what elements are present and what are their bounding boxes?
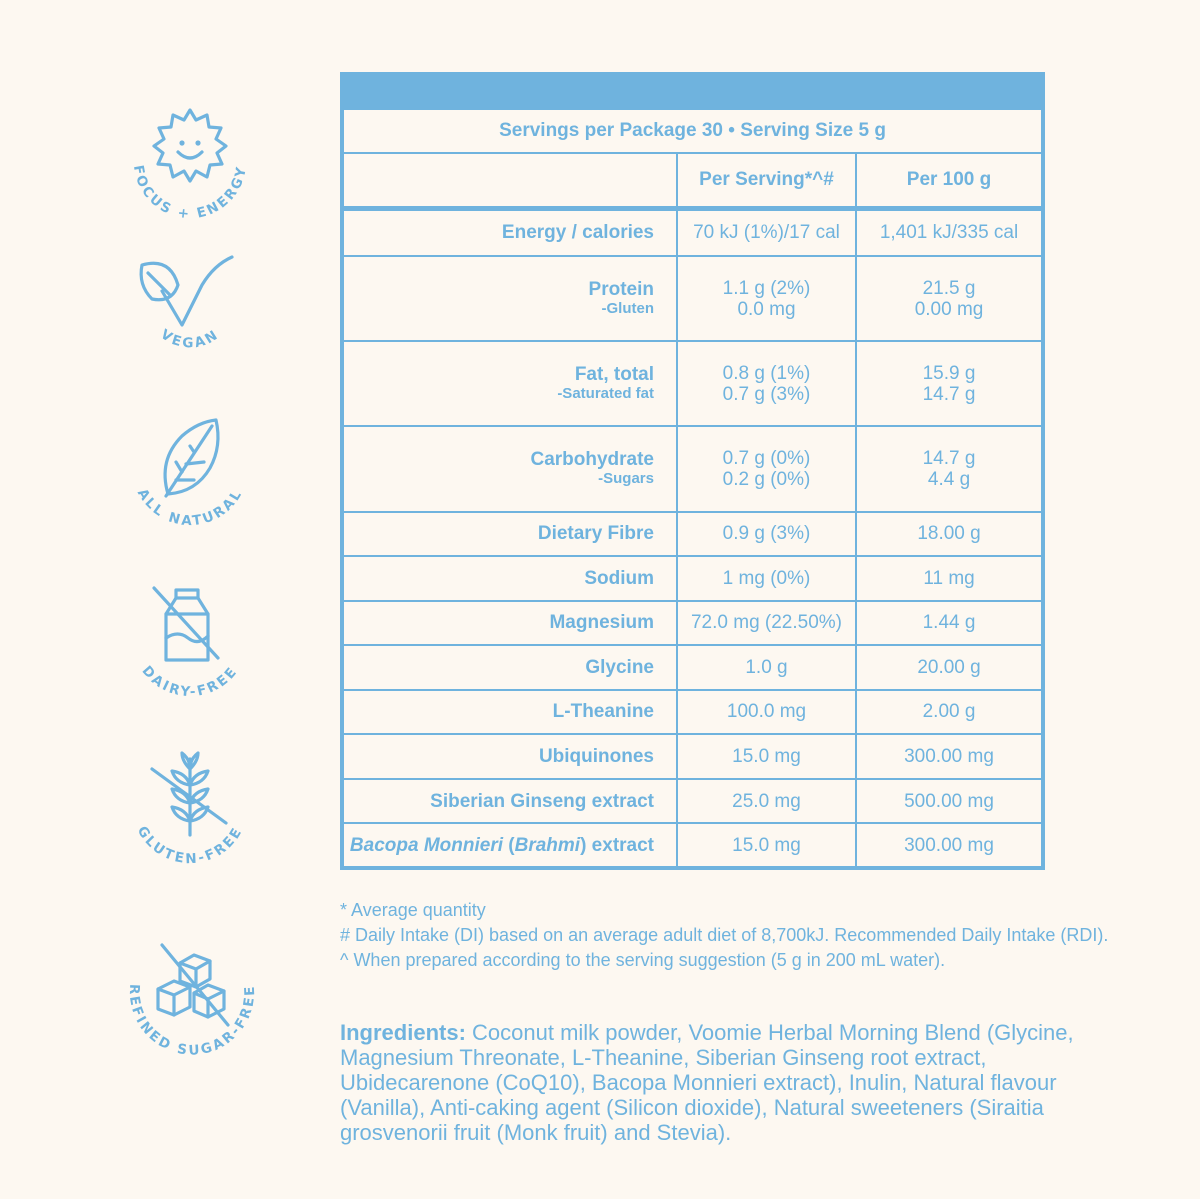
column-header-blank bbox=[344, 153, 677, 209]
badge-refined-sugar-free bbox=[110, 935, 270, 1095]
column-header-per-serving: Per Serving*^# bbox=[677, 153, 856, 209]
nutrient-subname: -Gluten bbox=[601, 300, 654, 318]
badge-vegan bbox=[110, 245, 270, 405]
per-100g-value: 500.00 mg bbox=[856, 779, 1041, 824]
per-100g-value: 21.5 g bbox=[922, 277, 976, 299]
nutrient-name: Siberian Ginseng extract bbox=[344, 779, 677, 824]
leaf-checkmark-icon bbox=[141, 257, 232, 325]
table-row bbox=[344, 690, 1041, 735]
table-row bbox=[344, 645, 1041, 690]
table-row bbox=[344, 209, 1041, 256]
per-serving-value: 0.7 g (0%) bbox=[722, 447, 811, 469]
per-100g-value: 2.00 g bbox=[856, 690, 1041, 735]
table-row bbox=[344, 256, 1041, 341]
ingredients-label: Ingredients: bbox=[340, 1020, 466, 1045]
nutrient-name: Protein bbox=[588, 279, 654, 301]
nutrient-subname: -Saturated fat bbox=[557, 385, 654, 403]
per-serving-value: 0.9 g (3%) bbox=[677, 512, 856, 557]
column-header-per-100g: Per 100 g bbox=[856, 153, 1041, 209]
per-serving-value: 15.0 mg bbox=[677, 734, 856, 779]
nutrient-name: Energy / calories bbox=[344, 209, 677, 256]
per-serving-value: 0.8 g (1%) bbox=[722, 362, 811, 384]
per-100g-value: 14.7 g bbox=[922, 447, 976, 469]
badge-label: REFINED SUGAR-FREE bbox=[125, 983, 259, 1059]
nutrition-table bbox=[344, 110, 1041, 866]
nutrient-name: Ubiquinones bbox=[344, 734, 677, 779]
nutrient-name: Sodium bbox=[344, 556, 677, 601]
ingredients-text: Coconut milk powder, Voomie Herbal Morning Blend (Glycine, Magnesium Threonate, L-Theanine, Siberian Ginseng root extract, Ubidecarenone (CoQ10), Bacopa Monnieri extract), Inulin, Natural flavour (Vanilla), Anti-caking agent (Silicon dioxide), Natural sweeteners (Siraitia grosvenorii fruit (Monk fruit) and Stevia). bbox=[340, 1020, 1074, 1145]
nutrient-subname: -Sugars bbox=[598, 470, 654, 488]
crossed-milk-carton-icon bbox=[154, 588, 218, 660]
badge-gluten-free bbox=[110, 745, 270, 905]
per-100g-value: 11 mg bbox=[856, 556, 1041, 601]
table-row bbox=[344, 512, 1041, 557]
table-row bbox=[344, 426, 1041, 511]
per-serving-value: 70 kJ (1%)/17 cal bbox=[677, 209, 856, 256]
table-row bbox=[344, 734, 1041, 779]
nutrient-name: Bacopa Monnieri (Brahmi) extract bbox=[344, 823, 677, 866]
per-100g-value: 1,401 kJ/335 cal bbox=[856, 209, 1041, 256]
table-row bbox=[344, 341, 1041, 426]
nutrient-name-italic: Bacopa Monnieri bbox=[349, 834, 503, 856]
nutrient-name: Dietary Fibre bbox=[344, 512, 677, 557]
smiling-sun-icon bbox=[154, 110, 226, 181]
badge-all-natural bbox=[110, 412, 270, 572]
table-row bbox=[344, 779, 1041, 824]
leaf-icon bbox=[165, 420, 218, 496]
per-serving-value: 1 mg (0%) bbox=[677, 556, 856, 601]
ingredients bbox=[340, 1020, 1120, 1145]
per-serving-value: 100.0 mg bbox=[677, 690, 856, 735]
per-serving-subvalue: 0.0 mg bbox=[737, 298, 796, 320]
badge-dairy-free bbox=[110, 578, 270, 738]
table-row bbox=[344, 556, 1041, 601]
per-100g-subvalue: 14.7 g bbox=[922, 383, 976, 405]
crossed-sugar-cubes-icon bbox=[158, 945, 228, 1025]
per-100g-value: 18.00 g bbox=[856, 512, 1041, 557]
per-serving-value: 25.0 mg bbox=[677, 779, 856, 824]
footnote: # Daily Intake (DI) based on an average adult diet of 8,700kJ. Recommended Daily Intake (RDI). bbox=[340, 925, 1109, 945]
badge-label: GLUTEN-FREE bbox=[133, 823, 247, 868]
per-100g-value: 300.00 mg bbox=[856, 823, 1041, 866]
per-100g-value: 20.00 g bbox=[856, 645, 1041, 690]
footnote: * Average quantity bbox=[340, 900, 486, 920]
per-100g-subvalue: 0.00 mg bbox=[914, 298, 984, 320]
badge-label: FOCUS + ENERGY bbox=[129, 163, 251, 223]
crossed-wheat-icon bbox=[152, 753, 226, 835]
table-row bbox=[344, 601, 1041, 646]
nutrient-name: Glycine bbox=[344, 645, 677, 690]
table-row bbox=[344, 823, 1041, 866]
per-100g-value: 15.9 g bbox=[922, 362, 976, 384]
per-serving-value: 1.1 g (2%) bbox=[722, 277, 811, 299]
servings-line: Servings per Package 30 • Serving Size 5 g bbox=[344, 110, 1041, 153]
per-100g-value: 1.44 g bbox=[856, 601, 1041, 646]
footnote: ^ When prepared according to the serving suggestion (5 g in 200 mL water). bbox=[340, 950, 946, 970]
nutrient-name: L-Theanine bbox=[344, 690, 677, 735]
per-serving-value: 1.0 g bbox=[677, 645, 856, 690]
badge-focus-energy bbox=[110, 80, 270, 240]
per-serving-value: 15.0 mg bbox=[677, 823, 856, 866]
per-serving-value: 72.0 mg (22.50%) bbox=[677, 601, 856, 646]
per-100g-value: 300.00 mg bbox=[856, 734, 1041, 779]
badge-label: ALL NATURAL bbox=[133, 485, 246, 530]
nutrition-panel bbox=[340, 72, 1045, 870]
nutrient-name-italic: Brahmi bbox=[514, 834, 581, 856]
badge-label: DAIRY-FREE bbox=[138, 662, 242, 701]
nutrient-name: Magnesium bbox=[344, 601, 677, 646]
nutrient-name: Carbohydrate bbox=[530, 449, 654, 471]
per-serving-subvalue: 0.2 g (0%) bbox=[722, 468, 811, 490]
footnotes bbox=[340, 898, 1120, 973]
badge-label: VEGAN bbox=[157, 326, 223, 352]
nutrient-name: Fat, total bbox=[574, 364, 654, 386]
per-serving-subvalue: 0.7 g (3%) bbox=[722, 383, 811, 405]
per-100g-subvalue: 4.4 g bbox=[927, 468, 971, 490]
